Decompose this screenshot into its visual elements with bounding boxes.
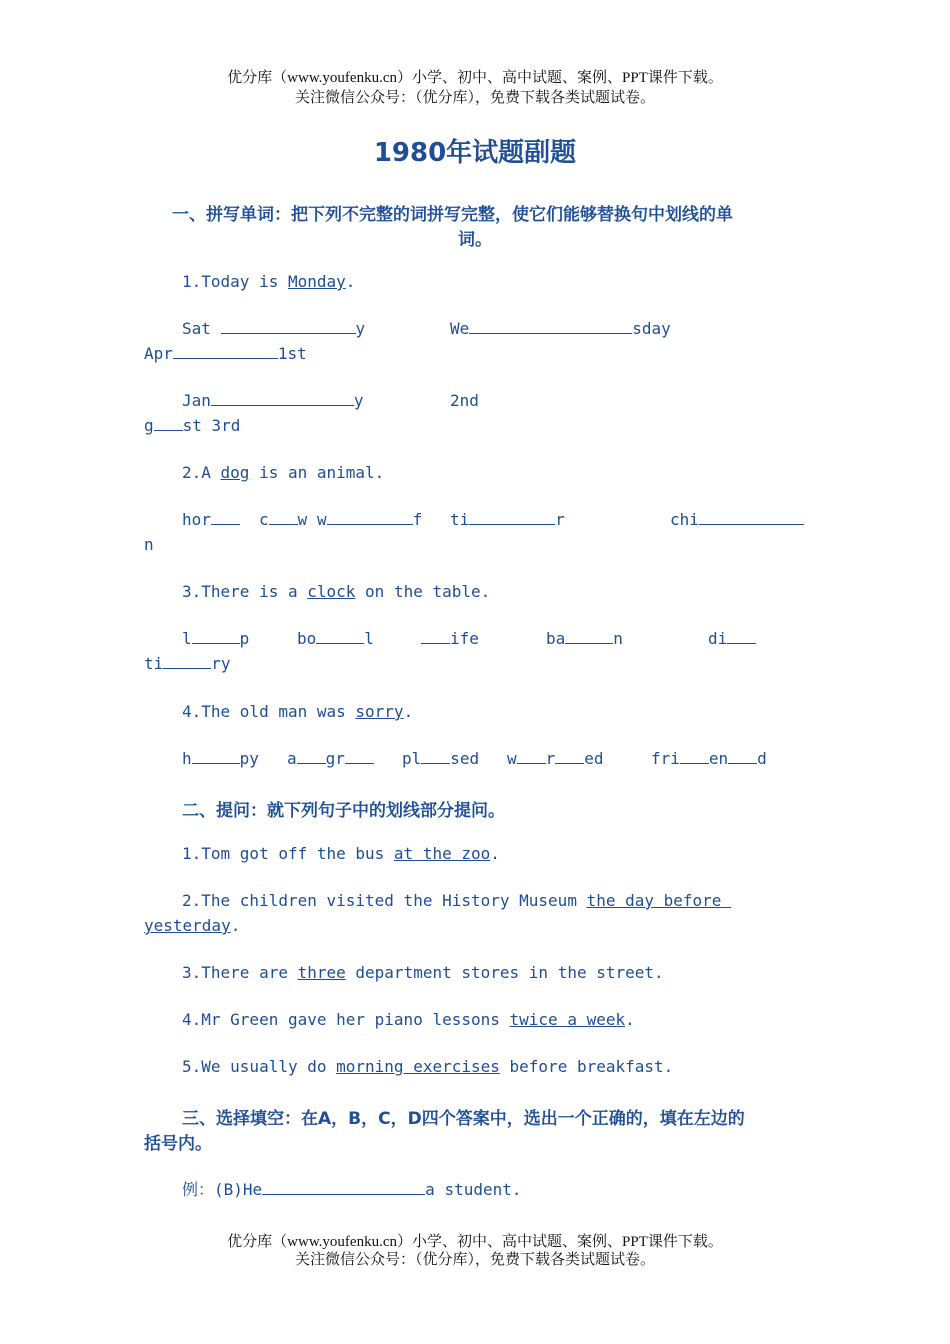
q4-option-c: pl sed — [402, 749, 480, 768]
underlined-word: three — [297, 963, 346, 982]
q2-option-a: hor — [182, 510, 240, 529]
underlined-word: sorry — [355, 702, 404, 721]
underlined-word: dog — [220, 463, 250, 482]
section-3-heading: 三、选择填空：在A，B，C，D四个答案中，选出一个正确的，填在左边的 — [182, 1109, 745, 1129]
question-2-5: 5.We usually do morning exercises before breakfast. — [182, 1057, 674, 1076]
q3-option-a: l p — [182, 629, 250, 648]
q3-option-d: ba n — [546, 629, 623, 648]
question-2-2: 2.The children visited the History Museum the day before — [182, 891, 732, 910]
underlined-word: clock — [307, 582, 356, 601]
header-line-1: 优分库（www.youfenku.cn）小学、初中、高中试题、案例、PPT课件下载。 — [227, 70, 723, 86]
q4-option-d: w r ed — [507, 749, 604, 768]
underlined-phrase: morning exercises — [336, 1057, 500, 1076]
q2-option-b: c w — [259, 510, 308, 529]
q1-option-c: Apr 1st — [144, 344, 307, 363]
q1-option-b: We sday — [450, 319, 671, 338]
q3-option-c: ife — [421, 629, 479, 648]
underlined-phrase: the day before — [586, 891, 732, 910]
example-line: 例：(B)He a student. — [182, 1180, 522, 1199]
q1-option-e: 2nd — [450, 391, 479, 410]
question-3: 3.There is a clock on the table. — [182, 582, 491, 601]
q3-option-f: ti ry — [144, 654, 231, 673]
q4-option-e: fri en d — [651, 749, 767, 768]
section-2-heading: 二、提问：就下列句子中的划线部分提问。 — [182, 801, 505, 821]
underlined-phrase: yesterday — [144, 916, 231, 935]
q2-option-d: ti r — [450, 510, 565, 529]
footer-line-2: 关注微信公众号：（优分库），免费下载各类试题试卷。 — [294, 1252, 655, 1268]
question-2-4: 4.Mr Green gave her piano lessons twice a week. — [182, 1010, 635, 1029]
header-line-2: 关注微信公众号：（优分库），免费下载各类试题试卷。 — [294, 90, 655, 106]
q3-option-e: di — [708, 629, 756, 648]
q1-option-a: Sat y — [182, 319, 366, 338]
underlined-phrase: at the zoo — [393, 844, 491, 863]
question-2-1: 1.Tom got off the bus at the zoo. — [182, 844, 500, 863]
section-3-heading-cont: 括号内。 — [144, 1134, 212, 1154]
q3-option-b: bo l — [297, 629, 374, 648]
question-4: 4.The old man was sorry. — [182, 702, 414, 721]
section-1-heading-cont: 词。 — [458, 230, 492, 250]
q2-option-e-cont: n — [144, 535, 154, 554]
section-1-heading: 一、拼写单词：把下列不完整的词拼写完整，使它们能够替换句中划线的单 — [172, 205, 733, 225]
footer-line-1: 优分库（www.youfenku.cn）小学、初中、高中试题、案例、PPT课件下载。 — [227, 1234, 723, 1250]
q1-option-f: g st 3rd — [144, 416, 241, 435]
q2-option-c: w f — [317, 510, 423, 529]
question-1: 1.Today is Monday. — [182, 272, 356, 291]
q1-option-d: Jan y — [182, 391, 364, 410]
question-2: 2.A dog is an animal. — [182, 463, 385, 482]
question-2-3: 3.There are three department stores in the street. — [182, 963, 664, 982]
page-title: 1980年试题副题 — [373, 138, 577, 168]
underlined-phrase: twice a week — [509, 1010, 626, 1029]
underlined-word: Monday — [287, 272, 346, 291]
q4-option-a: h py — [182, 749, 259, 768]
q4-option-b: a gr — [287, 749, 374, 768]
q2-option-e: chi — [670, 510, 804, 529]
question-2-2-cont: yesterday. — [144, 916, 241, 935]
